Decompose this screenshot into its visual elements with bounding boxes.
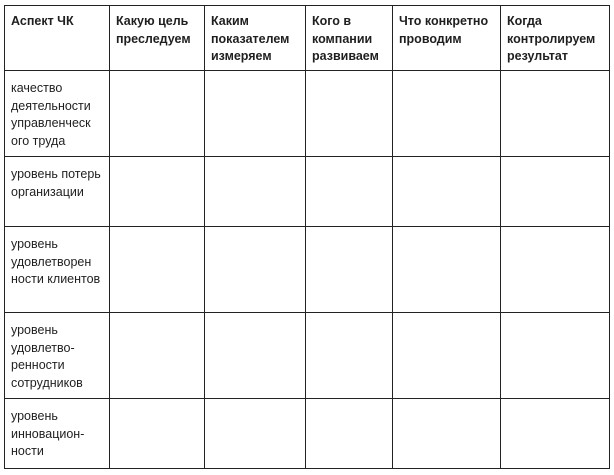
table-cell-when[interactable] xyxy=(501,399,610,469)
table-cell-indicator[interactable] xyxy=(205,399,306,469)
table-row xyxy=(5,157,610,227)
row-aspect-label: уровень удовлетво-ренности сотрудников xyxy=(5,313,110,399)
table-cell-who[interactable] xyxy=(306,71,393,157)
header-row xyxy=(5,6,610,71)
table-cell-when[interactable] xyxy=(501,157,610,227)
document-page xyxy=(4,5,610,469)
header-when: Когда контролируем результат xyxy=(501,6,610,71)
row-aspect-label: качество деятельности управленческ ого труда xyxy=(5,71,110,157)
table-cell-what[interactable] xyxy=(393,157,501,227)
row-aspect-label: уровень удовлетворен ности клиентов xyxy=(5,227,110,313)
table-cell-indicator[interactable] xyxy=(205,157,306,227)
table-row xyxy=(5,71,610,157)
header-indicator: Каким показателем измеряем xyxy=(205,6,306,71)
table-cell-what[interactable] xyxy=(393,71,501,157)
table-cell-who[interactable] xyxy=(306,399,393,469)
table-cell-indicator[interactable] xyxy=(205,313,306,399)
table-cell-goal[interactable] xyxy=(110,157,205,227)
header-goal: Какую цель преследуем xyxy=(110,6,205,71)
table-cell-what[interactable] xyxy=(393,399,501,469)
table-cell-when[interactable] xyxy=(501,71,610,157)
table-cell-when[interactable] xyxy=(501,227,610,313)
table-cell-who[interactable] xyxy=(306,313,393,399)
table-cell-what[interactable] xyxy=(393,313,501,399)
row-aspect-label: уровень потерь организации xyxy=(5,157,110,227)
header-who: Кого в компании развиваем xyxy=(306,6,393,71)
table-cell-who[interactable] xyxy=(306,227,393,313)
table-row xyxy=(5,399,610,469)
human-capital-table xyxy=(4,5,610,469)
table-cell-goal[interactable] xyxy=(110,399,205,469)
table-cell-goal[interactable] xyxy=(110,227,205,313)
table-cell-indicator[interactable] xyxy=(205,71,306,157)
header-aspect: Аспект ЧК xyxy=(5,6,110,71)
table-cell-when[interactable] xyxy=(501,313,610,399)
header-what: Что конкретно проводим xyxy=(393,6,501,71)
table-cell-goal[interactable] xyxy=(110,71,205,157)
table-cell-goal[interactable] xyxy=(110,313,205,399)
table-row xyxy=(5,227,610,313)
table-row xyxy=(5,313,610,399)
row-aspect-label: уровень инновацион-ности xyxy=(5,399,110,469)
table-cell-who[interactable] xyxy=(306,157,393,227)
table-cell-indicator[interactable] xyxy=(205,227,306,313)
table-cell-what[interactable] xyxy=(393,227,501,313)
